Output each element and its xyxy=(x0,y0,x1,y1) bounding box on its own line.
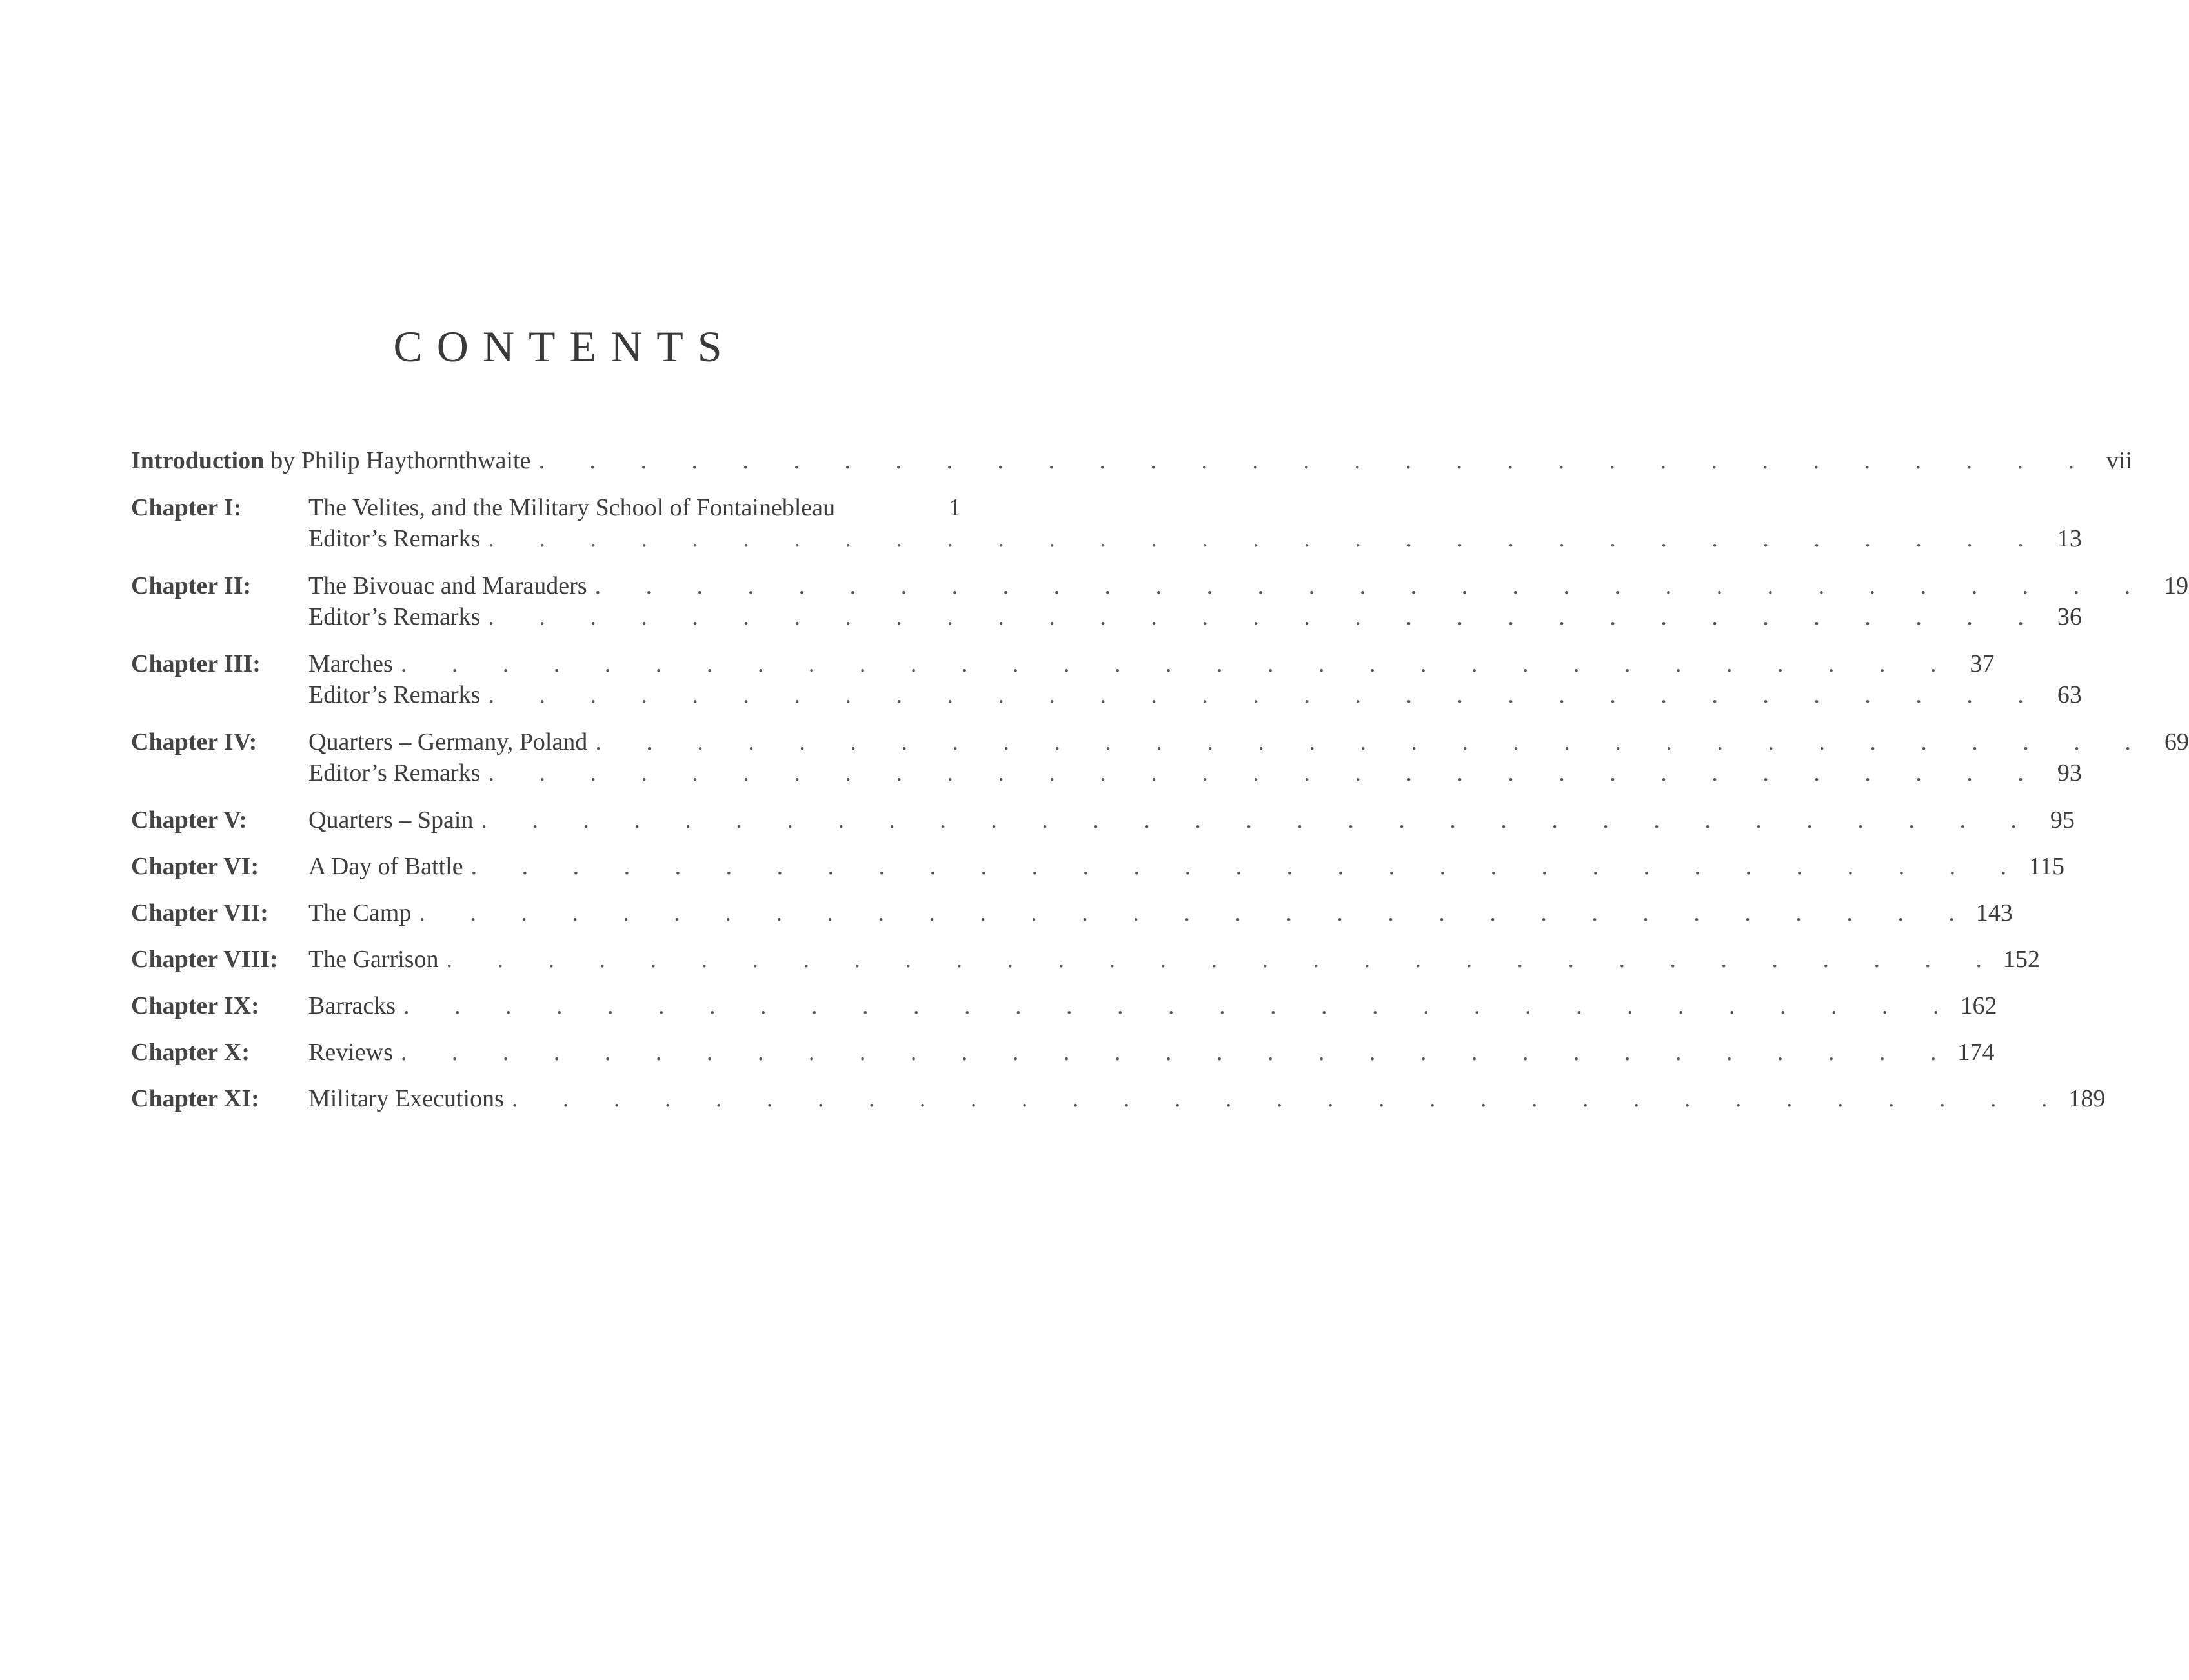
toc-row-remarks[interactable] xyxy=(131,601,2082,632)
toc-page-number: 93 xyxy=(2057,759,2082,786)
toc-title: Quarters – Germany, Poland xyxy=(308,728,588,755)
toc-entry-chapter-10 xyxy=(131,1037,1995,1068)
toc-title: The Bivouac and Marauders xyxy=(308,572,587,599)
toc-page-number: 162 xyxy=(1960,992,1997,1019)
toc-entry-chapter-8 xyxy=(131,944,2041,975)
toc-title: Reviews xyxy=(308,1039,393,1066)
toc-entry-chapter-9 xyxy=(131,990,1997,1021)
toc-entry-chapter-1 xyxy=(131,492,2082,554)
toc-row-remarks[interactable] xyxy=(131,757,2082,788)
dot-leader: . . . . . . . . . . . . . . . . . . . . . . . . . . . . . . . xyxy=(511,1085,2067,1112)
toc-entry-introduction xyxy=(131,445,2132,476)
toc-label: Chapter VI: xyxy=(131,853,259,880)
toc-label: Chapter V: xyxy=(131,806,247,834)
toc-page-number: 37 xyxy=(1970,650,1995,677)
toc-label: Chapter IV: xyxy=(131,728,257,755)
toc-entry-chapter-11 xyxy=(131,1083,2106,1114)
dot-leader: . . . . . . . . . . . . . . . . . . . . . . . . . . . . . . . xyxy=(403,992,1959,1019)
dot-leader: . . . . . . . . . . . . . . . . . . . . . . . . . . . . . . . xyxy=(400,650,1956,677)
toc-page-number: 152 xyxy=(2003,946,2041,973)
toc-page-number: 95 xyxy=(2050,806,2075,834)
dot-leader: . . . . . . . . . . . . . . . . . . . . . . . . . . . . . . . xyxy=(470,853,2026,880)
toc-label: Introduction xyxy=(131,447,265,474)
toc-row[interactable] xyxy=(131,570,2189,601)
dot-leader: . . . . . . . . . . . . . . . . . . . . . . . . . . . . . . . xyxy=(538,447,2093,474)
toc-title: Editor’s Remarks xyxy=(308,603,481,630)
toc-page-number: vii xyxy=(2106,447,2132,474)
toc-row[interactable] xyxy=(131,805,2075,835)
toc-page-number: 189 xyxy=(2068,1085,2106,1112)
toc-entry-chapter-4 xyxy=(131,726,2189,788)
toc-title: by Philip Haythornthwaite xyxy=(270,447,531,474)
toc-page-number: 1 xyxy=(949,494,961,521)
toc-row[interactable] xyxy=(131,648,1995,679)
toc-page-number: 13 xyxy=(2057,525,2082,552)
toc-entry-chapter-2 xyxy=(131,570,2189,632)
table-of-contents xyxy=(131,445,2189,1114)
dot-leader: . . . . . . . . . . . . . . . . . . . . . . . . . . . . . . . xyxy=(488,603,2043,630)
toc-label: Chapter I: xyxy=(131,494,242,521)
toc-row-remarks[interactable] xyxy=(131,523,2082,554)
dot-leader: . . . . . . . . . . . . . . . . . . . . . . . . . . . . . . . xyxy=(481,806,2036,834)
dot-leader: . . . . . . . . . . . . . . . . . . . . . . . . . . . . . . . xyxy=(446,946,2002,973)
toc-label: Chapter X: xyxy=(131,1039,250,1066)
dot-leader: . . . . . . . . . . . . . . . . . . . . . . . . . . . . . . . xyxy=(419,899,1974,926)
toc-row[interactable] xyxy=(131,944,2041,975)
dot-leader: . . . . . . . . . . . . . . . . . . . . . . . . . . . . . . . xyxy=(595,728,2150,755)
toc-row[interactable] xyxy=(131,492,961,523)
dot-leader: . . . . . . . . . . . . . . . . . . . . . . . . . . . . . . . xyxy=(488,525,2043,552)
toc-entry-chapter-6 xyxy=(131,851,2065,882)
toc-title: Editor’s Remarks xyxy=(308,681,481,708)
toc-title: A Day of Battle xyxy=(308,853,463,880)
toc-title: Quarters – Spain xyxy=(308,806,474,834)
toc-title: Editor’s Remarks xyxy=(308,759,481,786)
toc-row[interactable] xyxy=(131,897,2013,928)
dot-leader: . . . . . . . . . . . . . . . . . . . . . . . . . . . . . . . xyxy=(488,759,2043,786)
toc-label: Chapter III: xyxy=(131,650,261,677)
toc-title: The Camp xyxy=(308,899,412,926)
toc-row-remarks[interactable] xyxy=(131,679,2082,710)
toc-label: Chapter II: xyxy=(131,572,252,599)
dot-leader: . . . . . . . . . . . . . . . . . . . . . . . . . . . . . . . xyxy=(400,1039,1956,1066)
dot-leader: . . . . . . . . . . . . . . . . . . . . . . . . . . . . . . . xyxy=(594,572,2150,599)
toc-title: The Velites, and the Military School of Fontainebleau xyxy=(308,494,836,521)
toc-entry-chapter-5 xyxy=(131,805,2075,835)
toc-label: Chapter XI: xyxy=(131,1085,259,1112)
toc-page-number: 36 xyxy=(2057,603,2082,630)
toc-label: Chapter VIII: xyxy=(131,946,278,973)
toc-title: Marches xyxy=(308,650,393,677)
toc-row[interactable] xyxy=(131,445,2132,476)
toc-row[interactable] xyxy=(131,726,2189,757)
toc-row[interactable] xyxy=(131,990,1997,1021)
toc-row[interactable] xyxy=(131,851,2065,882)
toc-entry-chapter-3 xyxy=(131,648,2082,710)
toc-label: Chapter IX: xyxy=(131,992,259,1019)
toc-row[interactable] xyxy=(131,1083,2106,1114)
toc-page-number: 174 xyxy=(1957,1039,1995,1066)
toc-entry-chapter-7 xyxy=(131,897,2013,928)
toc-title: Barracks xyxy=(308,992,396,1019)
toc-page-number: 69 xyxy=(2164,728,2189,755)
page-title: CONTENTS xyxy=(393,322,736,371)
toc-page-number: 143 xyxy=(1975,899,2013,926)
toc-title: Military Executions xyxy=(308,1085,504,1112)
dot-leader: . . . . . . . . . . . . . . . . . . . . . . . . . . . . . . . xyxy=(488,681,2043,708)
toc-title: Editor’s Remarks xyxy=(308,525,481,552)
toc-label: Chapter VII: xyxy=(131,899,268,926)
toc-page-number: 19 xyxy=(2164,572,2189,599)
toc-page-number: 63 xyxy=(2057,681,2082,708)
toc-row[interactable] xyxy=(131,1037,1995,1068)
toc-page-number: 115 xyxy=(2028,853,2065,880)
toc-title: The Garrison xyxy=(308,946,439,973)
